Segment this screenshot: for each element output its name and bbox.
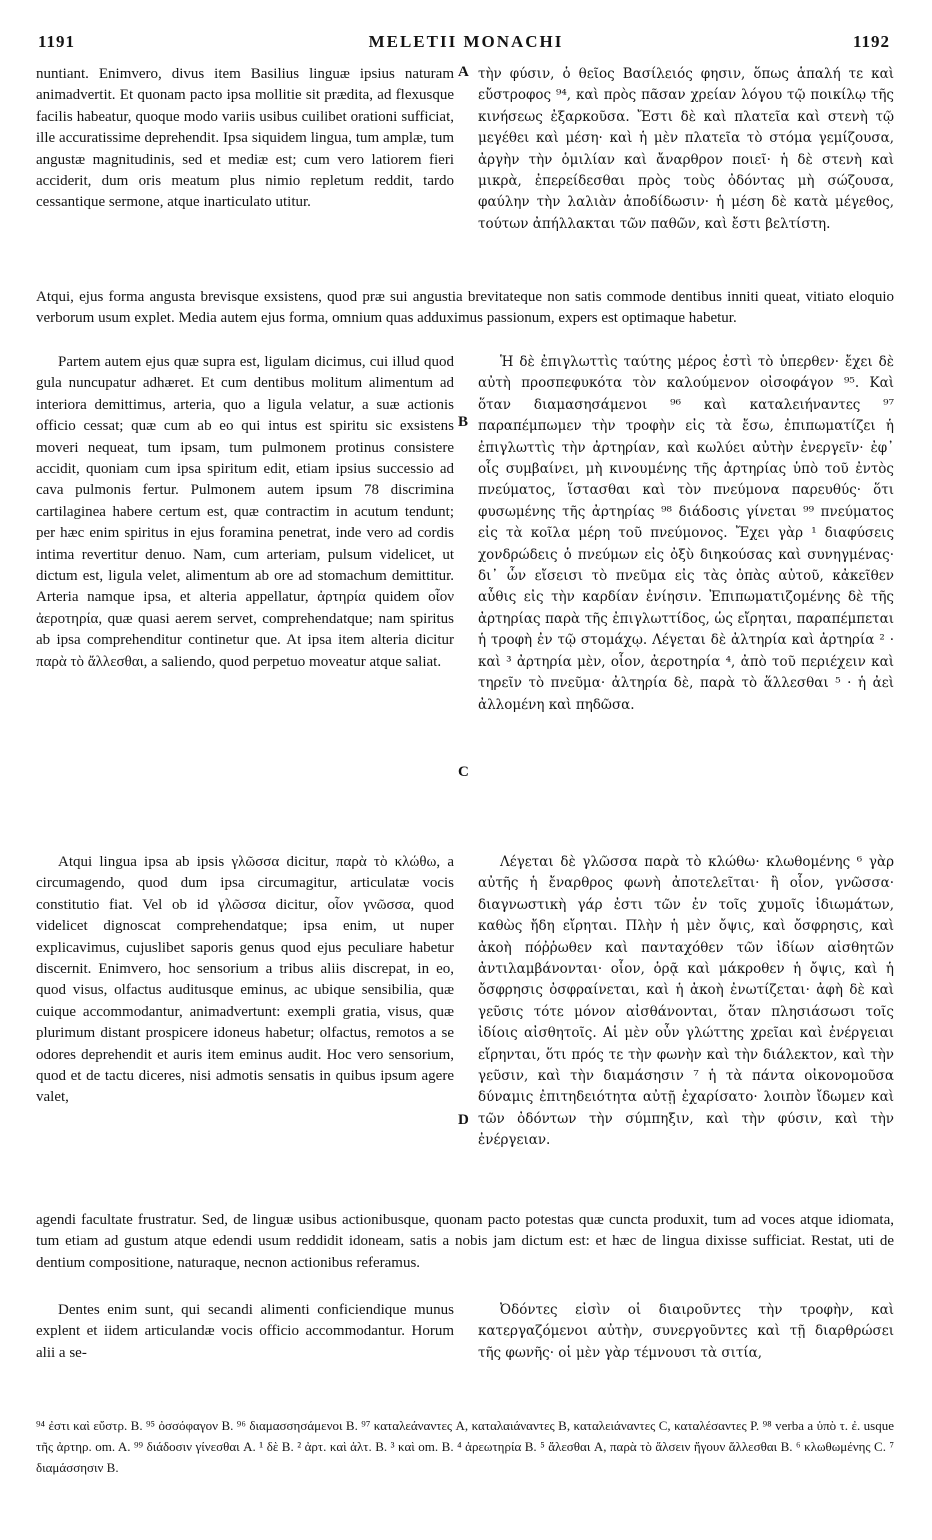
greek-column-section-3: [478, 852, 894, 1152]
greek-paragraph: Λέγεται δὲ γλῶσσα παρὰ τὸ κλώθω· κλωθομένης ⁶ γὰρ αὐτῆς ἡ ἔναρθρος φωνὴ ἀποτελεῖται· ἢ οἷον, γνῶσσα· διαγνωστικὴ γάρ ἐστι τῶν ἐν τοῖς χυμοῖς ἰδιωμάτων, καθὼς ἤδη εἴρηται. Πλὴν ἡ μὲν ὄψις, καὶ ὄσφρησις, καὶ ἀκοὴ πόῤῥωθεν καὶ πανταχόθεν τῶν ἰδίων αἰσθητῶν ἀντιλαμβάνονται· οἷον, ὁρᾷ καὶ μάκροθεν ἡ ὄψις, καὶ ἡ ὄσφρησις ὀσφραίνεται, καὶ ἡ ἀκοὴ ἐνωτίζεται· ἀφὴ δὲ καὶ γεῦσις τότε μόνον αἰσθάνονται, ὅταν πλησιάσωσι τοῖς ἰδίοις αἰσθητοῖς. Αἱ μὲν οὖν γλώττης χρεῖαι καὶ ἐνέργειαι εἴρηνται, ὅτι πρός τε τὴν φωνὴν καὶ τὴν διάλεκτον, καὶ τὴν γεῦσιν, καὶ τὴν διαμάσησιν ⁷ ἡ τὰ πάντα οἰκονομοῦσα δύναμις ἐπιτηδειότητα αὐτῇ ἐχαρίσατο· λοιπὸν ἴδωμεν καὶ τῶν ὀδόντων τὴν σύμπηξιν, καὶ τὴν φύσιν, καὶ τὴν ἐνέργειαν.: [478, 854, 894, 1149]
footnotes: [36, 1415, 894, 1478]
margin-marker-c: C: [458, 764, 469, 780]
page-header: [0, 32, 932, 56]
latin-paragraph: Dentes enim sunt, qui secandi alimenti conficiendique munus explent et iidem articulandæ vocis officio accommodantur. Horum alii a se-: [36, 1302, 454, 1361]
latin-column-section-1: [36, 64, 454, 214]
footnote-text: ⁹⁴ ἐστι καὶ εὔστρ. B. ⁹⁵ ὀσσόφαγον B. ⁹⁶ διαμασσησάμενοι B. ⁹⁷ καταλεάναντες A, καταλαιάναντες B, καταλειάναντες C, καταλέσαντες P. ⁹⁸ verba a ὑπὸ τ. ἐ. usque τῆς ἀρτηρ. om. A. ⁹⁹ διάδοσιν γίνεσθαι A. ¹ δὲ B. ² ἀρτ. καὶ ἀλτ. B. ³ καὶ om. B. ⁴ ἀρεωτηρία B. ⁵ ἄλεσθαι A, παρὰ τὸ ἅλσειν ἤγουν ἅλλεσθαι B. ⁶ κλωθωμένης C. ⁷ διαμάσσησιν B.: [36, 1418, 894, 1475]
greek-column-section-1: [478, 64, 894, 235]
running-title: MELETII MONACHI: [368, 32, 564, 51]
full-width-paragraph: agendi facultate frustratur. Sed, de linguæ usibus actionibusque, quonam pacto potestas quæ cuncta produxit, tum ad voces atque idiomata, tum etiam ad gustum atque edendi usum reddidit idoneam, satis a nobis jam dictum est: et hæc de lingua dixisse sufficiat. Restat, uti de dentium compositione, naturaque, necnon actionibus referamus.: [36, 1212, 894, 1271]
greek-paragraph: τὴν φύσιν, ὁ θεῖος Βασίλειός φησιν, ὅπως ἁπαλή τε καὶ εὔστροφος ⁹⁴, καὶ πρὸς πᾶσαν χρείαν λόγου τῷ ποικίλῳ τῆς κινήσεως ἐξαρκοῦσα. Ἔστι δὲ καὶ πλατεῖα καὶ στενὴ τῷ μεγέθει καὶ μέση· καὶ ἡ μὲν πλατεῖα τὸ στόμα γεμίζουσα, ἀργὴν τὴν ὁμιλίαν καὶ ἄναρθρον ποιεῖ· ἡ δὲ στενὴ καὶ μικρὰ, ἐπερείδεσθαι πρὸς τοὺς ὀδόντας μὴ σώζουσα, φαύλην τὴν λαλιὰν ἀποδίδωσιν· ἡ μέση δὲ κατὰ μέγεθος, τούτων ἀπήλλακται τῶν παθῶν, καὶ ἔστι βελτίστη.: [478, 66, 894, 232]
left-page-number: 1191: [38, 32, 76, 51]
greek-column-section-4: [478, 1300, 894, 1364]
latin-column-section-4: [36, 1300, 454, 1364]
full-width-section-3: [36, 1210, 894, 1274]
latin-paragraph: nuntiant. Enimvero, divus item Basilius linguæ ipsius naturam animadvertit. Et quonam pacto ipsa mollitie sit prædita, ad flexusque facilis habeatur, quoque modo variis usibus cuilibet orationi sufficiat, ille accuratissime deprehendit. Ipsa siquidem lingua, tum amplæ, tum angustæ magnitudinis, sed et mediæ est; cum vero latiorem fieri acciderit, dum oris meatum plus nimio repletum reddit, tardo cessantique sermone, atque inarticulato utitur.: [36, 66, 454, 211]
margin-marker-a: A: [458, 64, 469, 80]
greek-paragraph: Ὀδόντες εἰσὶν οἱ διαιροῦντες τὴν τροφὴν, καὶ κατεργαζόμενοι αὐτὴν, συνεργοῦντες καὶ τῇ διαρθρώσει τῆς φωνῆς· οἱ μὲν γὰρ τέμνουσι τὰ σιτία,: [478, 1302, 894, 1361]
latin-paragraph: Partem autem ejus quæ supra est, ligulam dicimus, cui illud quod gula nuncupatur adhæret. Et cum dentibus molitum alimentum ad interiora demittimus, arteria, quo a ligula velatur, a suæ actionis officio cessat; quæ cum ab eo qui intus est spiritu sic exsistens moveri nequeat, tum ipsam, tum pulmonem protinus consistere accidit, quoniam cum ipsa spiritum edit, etiam ipsius successio ad cava pulmonis fertur. Pulmonem autem ipsum 78 discrimina cartilaginea habere certum est, quæ contractim in acutum tendunt; per hæc enim spiritus in ejus foramina penetrat, inde vero ad cordis intima revertitur denuo. Nam, cum arteriam, pulsum videlicet, ut dictum est, ligula velet, alimentum ab ore ad stomachum demittitur. Arteria namque ipsa, et alteria appellatur, ἀρτηρία quidem οἷον ἀεροτηρία, quæ quasi aerem servet, comprehendatque; nam spiritus ab ipsa comprehenditur continetur que. At ipsa item alteria dicitur παρὰ τὸ ἄλλεσθαι, a saliendo, quod perpetuo moveatur atque saliat.: [36, 354, 454, 670]
latin-column-section-3: [36, 852, 454, 1109]
latin-column-section-2: [36, 352, 454, 673]
greek-paragraph: Ἡ δὲ ἐπιγλωττὶς ταύτης μέρος ἐστὶ τὸ ὑπερθεν· ἔχει δὲ αὐτὴ προσπεφυκότα τὸν καλούμενον οἰσοφάγον ⁹⁵. Καὶ ὅταν διαμασησάμενοι ⁹⁶ καὶ καταλειήναντες ⁹⁷ παραπέμπωμεν τὴν τροφὴν εἰς τὰ ἔσω, ἐπιπωματίζει ἡ ἐπιγλωττὶς τὴν ἀρτηρίαν, καὶ κωλύει αὐτὴν ἐνεργεῖν· ἐφ᾽ οἷς συμβαίνει, μὴ κινουμένης τῆς ἀρτηρίας ὑπὸ τοῦ ἐντὸς πνεύματος, ἵστασθαι καὶ τὸν πνεύμονα παρευθύς· ὅτι φυσωμένης τῆς ἀρτηρίας ⁹⁸ διάδοσις γίνεται ⁹⁹ πνεύματος εἰς τὰ κοῖλα μέρη τοῦ πνεύμονος. Ἔχει γὰρ ¹ διαφύσεις χονδρώδεις ὁ πνεύμων εἰς ὀξὺ διηκούσας καὶ συνηγμένας· δι᾽ ὧν εἴσεισι τὸ πνεῦμα εἰς τὰς ὀπὰς αὐτοῦ, κἀκεῖθεν αὖθις εἰς τὴν καρδίαν ἐνίησιν. Ἐπιπωματιζομένης δὲ τῆς ἀρτηρίας παρὰ τῆς ἐπιγλωττίδος, ὡς εἴρηται, παραπέμπεται ἡ τροφὴ ἐν τῷ στομάχῳ. Λέγεται δὲ ἀλτηρία καὶ ἀρτηρία ² · καὶ ³ ἀρτηρία μὲν, οἷον, ἀεροτηρία ⁴, ἀπὸ τοῦ περιέχειν καὶ τηρεῖν τὸ πνεῦμα· ἀλτηρία δὲ, παρὰ τὸ ἅλλεσθαι ⁵ · ἡ ἀεὶ ἀλλομένη καὶ πηδῶσα.: [478, 354, 894, 713]
right-page-number: 1192: [852, 32, 890, 51]
margin-marker-d: D: [458, 1112, 469, 1128]
full-width-paragraph: Atqui, ejus forma angusta brevisque exsistens, quod præ sui angustia brevitateque non satis commode dentibus inniti queat, vitiato eloquio verborum usum explet. Media autem ejus forma, omnium quas adduximus passionum, expers est optimaque habetur.: [36, 289, 894, 327]
margin-marker-b: B: [458, 414, 469, 430]
latin-paragraph: Atqui lingua ipsa ab ipsis γλῶσσα dicitur, παρὰ τὸ κλώθω, a circumagendo, quod dum ipsa circumagitur, articulatæ vocis constitutio fiat. Vel ob id γλῶσσα dicitur, οἷον γνῶσσα, quod videlicet dignoscat comprehendatque; ipsa enim, ut nuper explicavimus, cujuslibet saporis genus quod ejus peculiare habetur discernit. Enimvero, hoc sensorium a tribus aliis discrepat, in eo, quod visus, olfactus auditusque eminus, ac ubique sensibilia, quæ cuique accommodantur, animadvertunt: exempli gratia, visus, quæ plurimum distant prospicere idoneus habetur; olfactus, remotos a se odores deprehendit et auris item eminus audit. Hoc vero sensorium, quod et de tactu diceres, nisi admotis sensatis in quibus ipsum agere valet,: [36, 854, 454, 1106]
full-width-section-1: [36, 287, 894, 330]
greek-column-section-2: [478, 352, 894, 716]
